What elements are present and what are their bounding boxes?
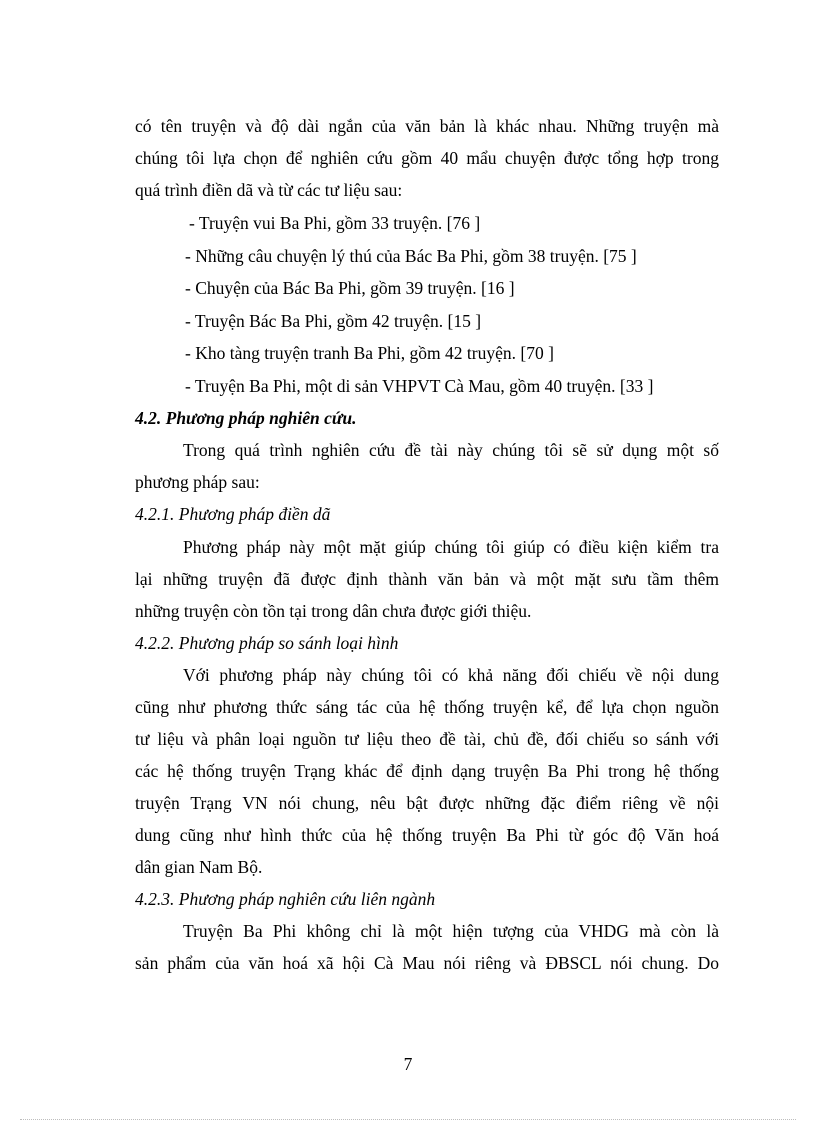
subsection-heading: 4.2.1. Phương pháp điền dã bbox=[135, 504, 331, 524]
paragraph-line: lại những truyện đã được định thành văn bản và một mặt sưu tầm thêm bbox=[135, 569, 719, 589]
paragraph-line: Với phương pháp này chúng tôi có khả năng đối chiếu về nội dung bbox=[183, 665, 719, 685]
source-list-item: - Truyện Bác Ba Phi, gồm 42 truyện. [15 ] bbox=[185, 311, 482, 331]
subsection-heading: 4.2.3. Phương pháp nghiên cứu liên ngành bbox=[135, 889, 436, 909]
paragraph-line: cũng như phương thức sáng tác của hệ thống truyện kể, để lựa chọn nguồn bbox=[135, 697, 719, 717]
paragraph-line: Trong quá trình nghiên cứu đề tài này chúng tôi sẽ sử dụng một số bbox=[183, 440, 719, 460]
page-number: 7 bbox=[403, 1054, 413, 1074]
paragraph-line: các hệ thống truyện Trạng khác để định dạng truyện Ba Phi trong hệ thống bbox=[135, 761, 719, 781]
paragraph-line: sản phẩm của văn hoá xã hội Cà Mau nói riêng và ĐBSCL nói chung. Do bbox=[135, 953, 719, 973]
paragraph-line: truyện Trạng VN nói chung, nêu bật được những đặc điểm riêng về nội bbox=[135, 793, 719, 813]
paragraph-line: chúng tôi lựa chọn để nghiên cứu gồm 40 mẩu chuyện được tổng hợp trong bbox=[135, 148, 719, 168]
paragraph-line: tư liệu và phân loại nguồn tư liệu theo đề tài, chủ đề, đối chiếu so sánh với bbox=[135, 729, 719, 749]
source-list-item: - Truyện vui Ba Phi, gồm 33 truyện. [76 ] bbox=[189, 213, 481, 233]
section-heading: 4.2. Phương pháp nghiên cứu. bbox=[135, 408, 357, 428]
source-list-item: - Truyện Ba Phi, một di sản VHPVT Cà Mau, gồm 40 truyện. [33 ] bbox=[185, 376, 654, 396]
paragraph-line: những truyện còn tồn tại trong dân chưa được giới thiệu. bbox=[135, 601, 532, 621]
source-list-item: - Chuyện của Bác Ba Phi, gồm 39 truyện. [16 ] bbox=[185, 278, 515, 298]
paragraph-line: phương pháp sau: bbox=[135, 472, 260, 492]
paragraph-line: dung cũng như hình thức của hệ thống truyện Ba Phi từ góc độ Văn hoá bbox=[135, 825, 719, 845]
paragraph-line: quá trình điền dã và từ các tư liệu sau: bbox=[135, 180, 403, 200]
paragraph-line: dân gian Nam Bộ. bbox=[135, 857, 263, 877]
page-bottom-rule bbox=[20, 1119, 796, 1120]
subsection-heading: 4.2.2. Phương pháp so sánh loại hình bbox=[135, 633, 399, 653]
paragraph-line: Phương pháp này một mặt giúp chúng tôi giúp có điều kiện kiểm tra bbox=[183, 537, 719, 557]
paragraph-line: Truyện Ba Phi không chỉ là một hiện tượng của VHDG mà còn là bbox=[183, 921, 719, 941]
paragraph-line: có tên truyện và độ dài ngắn của văn bản là khác nhau. Những truyện mà bbox=[135, 116, 719, 136]
source-list-item: - Kho tàng truyện tranh Ba Phi, gồm 42 truyện. [70 ] bbox=[185, 343, 554, 363]
source-list-item: - Những câu chuyện lý thú của Bác Ba Phi, gồm 38 truyện. [75 ] bbox=[185, 246, 637, 266]
